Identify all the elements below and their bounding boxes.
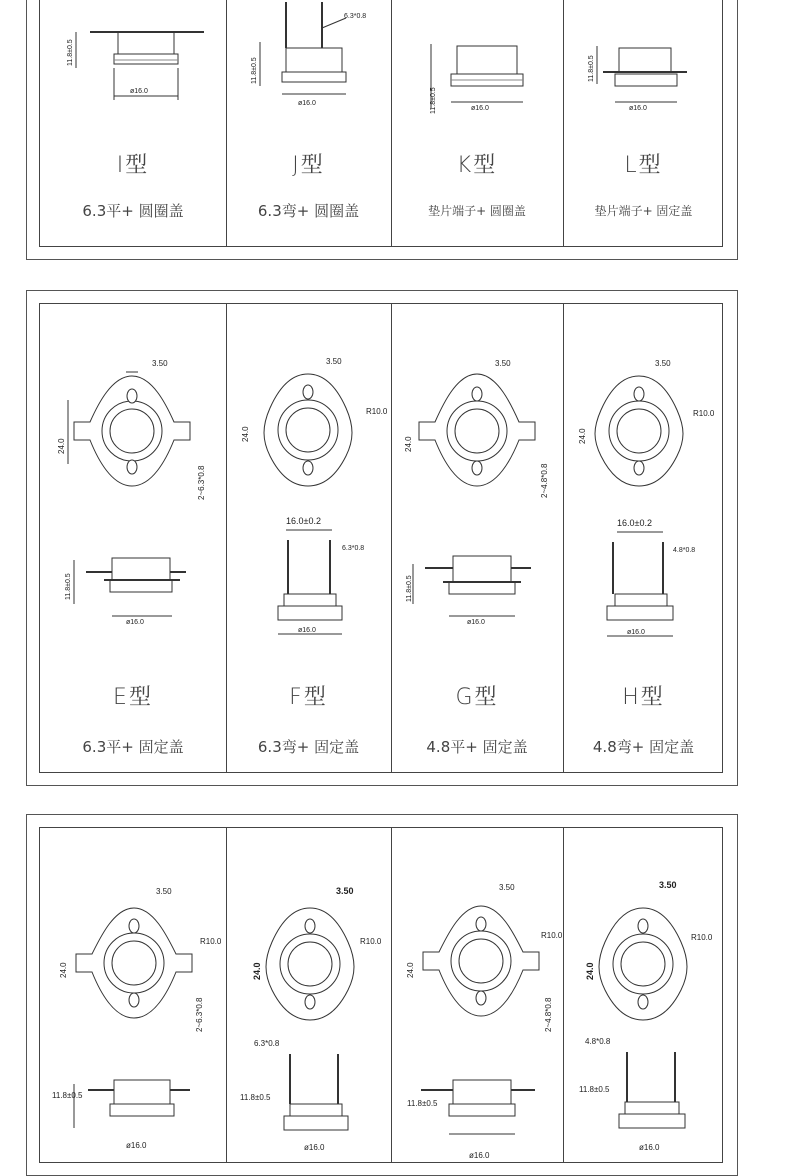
dim-radius: R10.0 <box>200 937 222 946</box>
type-description: 4.8弯+ 固定盖 <box>592 738 695 756</box>
dim-diameter: ø16.0 <box>639 1143 660 1152</box>
drawing-type-i <box>40 0 226 138</box>
dim-radius: R10.0 <box>693 409 715 418</box>
drawing-bottom-4 <box>563 828 724 1168</box>
panel-bottom <box>26 814 738 1176</box>
dim-terminal: 6.3*0.8 <box>344 13 367 20</box>
dim-diameter: ø16.0 <box>629 105 647 112</box>
dim-width: 3.50 <box>156 887 172 896</box>
dim-height-24: 24.0 <box>241 426 250 442</box>
drawing-type-f <box>226 304 391 644</box>
dim-radius: R10.0 <box>691 933 713 942</box>
drawing-type-l <box>563 0 724 138</box>
dim-height: 11.8±0.5 <box>67 39 74 66</box>
dim-terminal: 4.8*0.8 <box>673 547 696 554</box>
drawing-type-g <box>391 304 563 644</box>
dim-diameter: ø16.0 <box>298 100 316 107</box>
type-label: H型 <box>622 685 665 710</box>
panel-middle-frame <box>39 303 723 773</box>
drawing-bottom-3 <box>391 828 563 1168</box>
dim-height-24: 24.0 <box>585 962 595 980</box>
drawing-type-k <box>391 0 563 138</box>
dim-radius: R10.0 <box>541 931 563 940</box>
type-label: G型 <box>455 685 499 710</box>
dim-height: 11.8±0.5 <box>251 57 258 84</box>
type-label: L型 <box>624 153 663 178</box>
dim-terminal: 2~4.8*0.8 <box>544 997 553 1032</box>
dim-height: 11.8±0.5 <box>579 1085 610 1094</box>
panel-top-frame <box>39 0 723 247</box>
dim-width: 3.50 <box>659 880 677 890</box>
type-label: K型 <box>456 153 498 178</box>
dim-height: 11.8±0.5 <box>430 87 437 114</box>
dim-height-24: 24.0 <box>578 428 587 444</box>
cell-bottom-1 <box>40 828 227 1162</box>
cell-type-j <box>226 0 392 246</box>
type-description: 垫片端子+ 固定盖 <box>594 204 693 218</box>
type-description: 4.8平+ 固定盖 <box>426 738 528 756</box>
cell-type-i <box>40 0 227 246</box>
panel-bottom-frame <box>39 827 723 1163</box>
dim-width: 3.50 <box>495 359 511 368</box>
cell-bottom-3 <box>391 828 564 1162</box>
dim-diameter: ø16.0 <box>130 88 148 95</box>
dim-diameter: ø16.0 <box>304 1143 325 1152</box>
type-label: I型 <box>116 153 150 178</box>
drawing-type-j <box>226 0 391 138</box>
type-label: F型 <box>289 685 328 710</box>
type-label: E型 <box>113 685 153 710</box>
type-description: 垫片端子+ 圆圈盖 <box>428 204 526 218</box>
dim-height: 11.8±0.5 <box>52 1091 83 1100</box>
type-description: 6.3平+ 固定盖 <box>82 738 184 756</box>
dim-height: 11.8±0.5 <box>406 575 413 602</box>
type-description: 6.3弯+ 固定盖 <box>257 738 360 756</box>
panel-middle <box>26 290 738 786</box>
cell-type-h <box>563 304 724 772</box>
dim-span: 16.0±0.2 <box>286 516 321 526</box>
dim-terminal: 2~6.3*0.8 <box>197 465 206 500</box>
dim-width: 3.50 <box>152 359 168 368</box>
dim-width: 3.50 <box>655 359 671 368</box>
cell-type-e <box>40 304 227 772</box>
dim-height-24: 24.0 <box>406 962 415 978</box>
cell-bottom-4 <box>563 828 724 1162</box>
type-description: 6.3平+ 圆圈盖 <box>82 202 184 220</box>
type-label: J型 <box>292 153 325 178</box>
dim-radius: R10.0 <box>366 407 388 416</box>
dim-terminal: 6.3*0.8 <box>342 545 365 552</box>
drawing-bottom-2 <box>226 828 391 1168</box>
dim-diameter: ø16.0 <box>467 619 485 626</box>
dim-diameter: ø16.0 <box>471 105 489 112</box>
cell-type-g <box>391 304 564 772</box>
dim-diameter: ø16.0 <box>126 1141 147 1150</box>
cell-bottom-2 <box>226 828 392 1162</box>
type-description: 6.3弯+ 圆圈盖 <box>257 202 360 220</box>
dim-height: 11.8±0.5 <box>407 1099 438 1108</box>
cell-type-f <box>226 304 392 772</box>
dim-height-24: 24.0 <box>59 962 68 978</box>
dim-width: 3.50 <box>326 357 342 366</box>
dim-span: 16.0±0.2 <box>617 518 652 528</box>
dim-radius: R10.0 <box>360 937 382 946</box>
drawing-type-h <box>563 304 724 644</box>
dim-height-24: 24.0 <box>57 438 66 454</box>
dim-terminal: 2~6.3*0.8 <box>195 997 204 1032</box>
dim-terminal: 2~4.8*0.8 <box>540 463 549 498</box>
drawing-type-e <box>40 304 226 644</box>
dim-height-24: 24.0 <box>404 436 413 452</box>
dim-width: 3.50 <box>499 883 515 892</box>
dim-height: 11.8±0.5 <box>65 573 72 600</box>
dim-height-24: 24.0 <box>252 962 262 980</box>
dim-terminal: 6.3*0.8 <box>254 1039 280 1048</box>
panel-top <box>26 0 738 260</box>
dim-height: 11.8±0.5 <box>240 1093 271 1102</box>
cell-type-k <box>391 0 564 246</box>
drawing-bottom-1 <box>40 828 226 1168</box>
dim-diameter: ø16.0 <box>298 627 316 634</box>
dim-diameter: ø16.0 <box>469 1151 490 1160</box>
dim-terminal: 4.8*0.8 <box>585 1037 611 1046</box>
dim-width: 3.50 <box>336 886 354 896</box>
dim-diameter: ø16.0 <box>126 619 144 626</box>
dim-diameter: ø16.0 <box>627 629 645 636</box>
cell-type-l <box>563 0 724 246</box>
dim-height: 11.8±0.5 <box>588 55 595 82</box>
